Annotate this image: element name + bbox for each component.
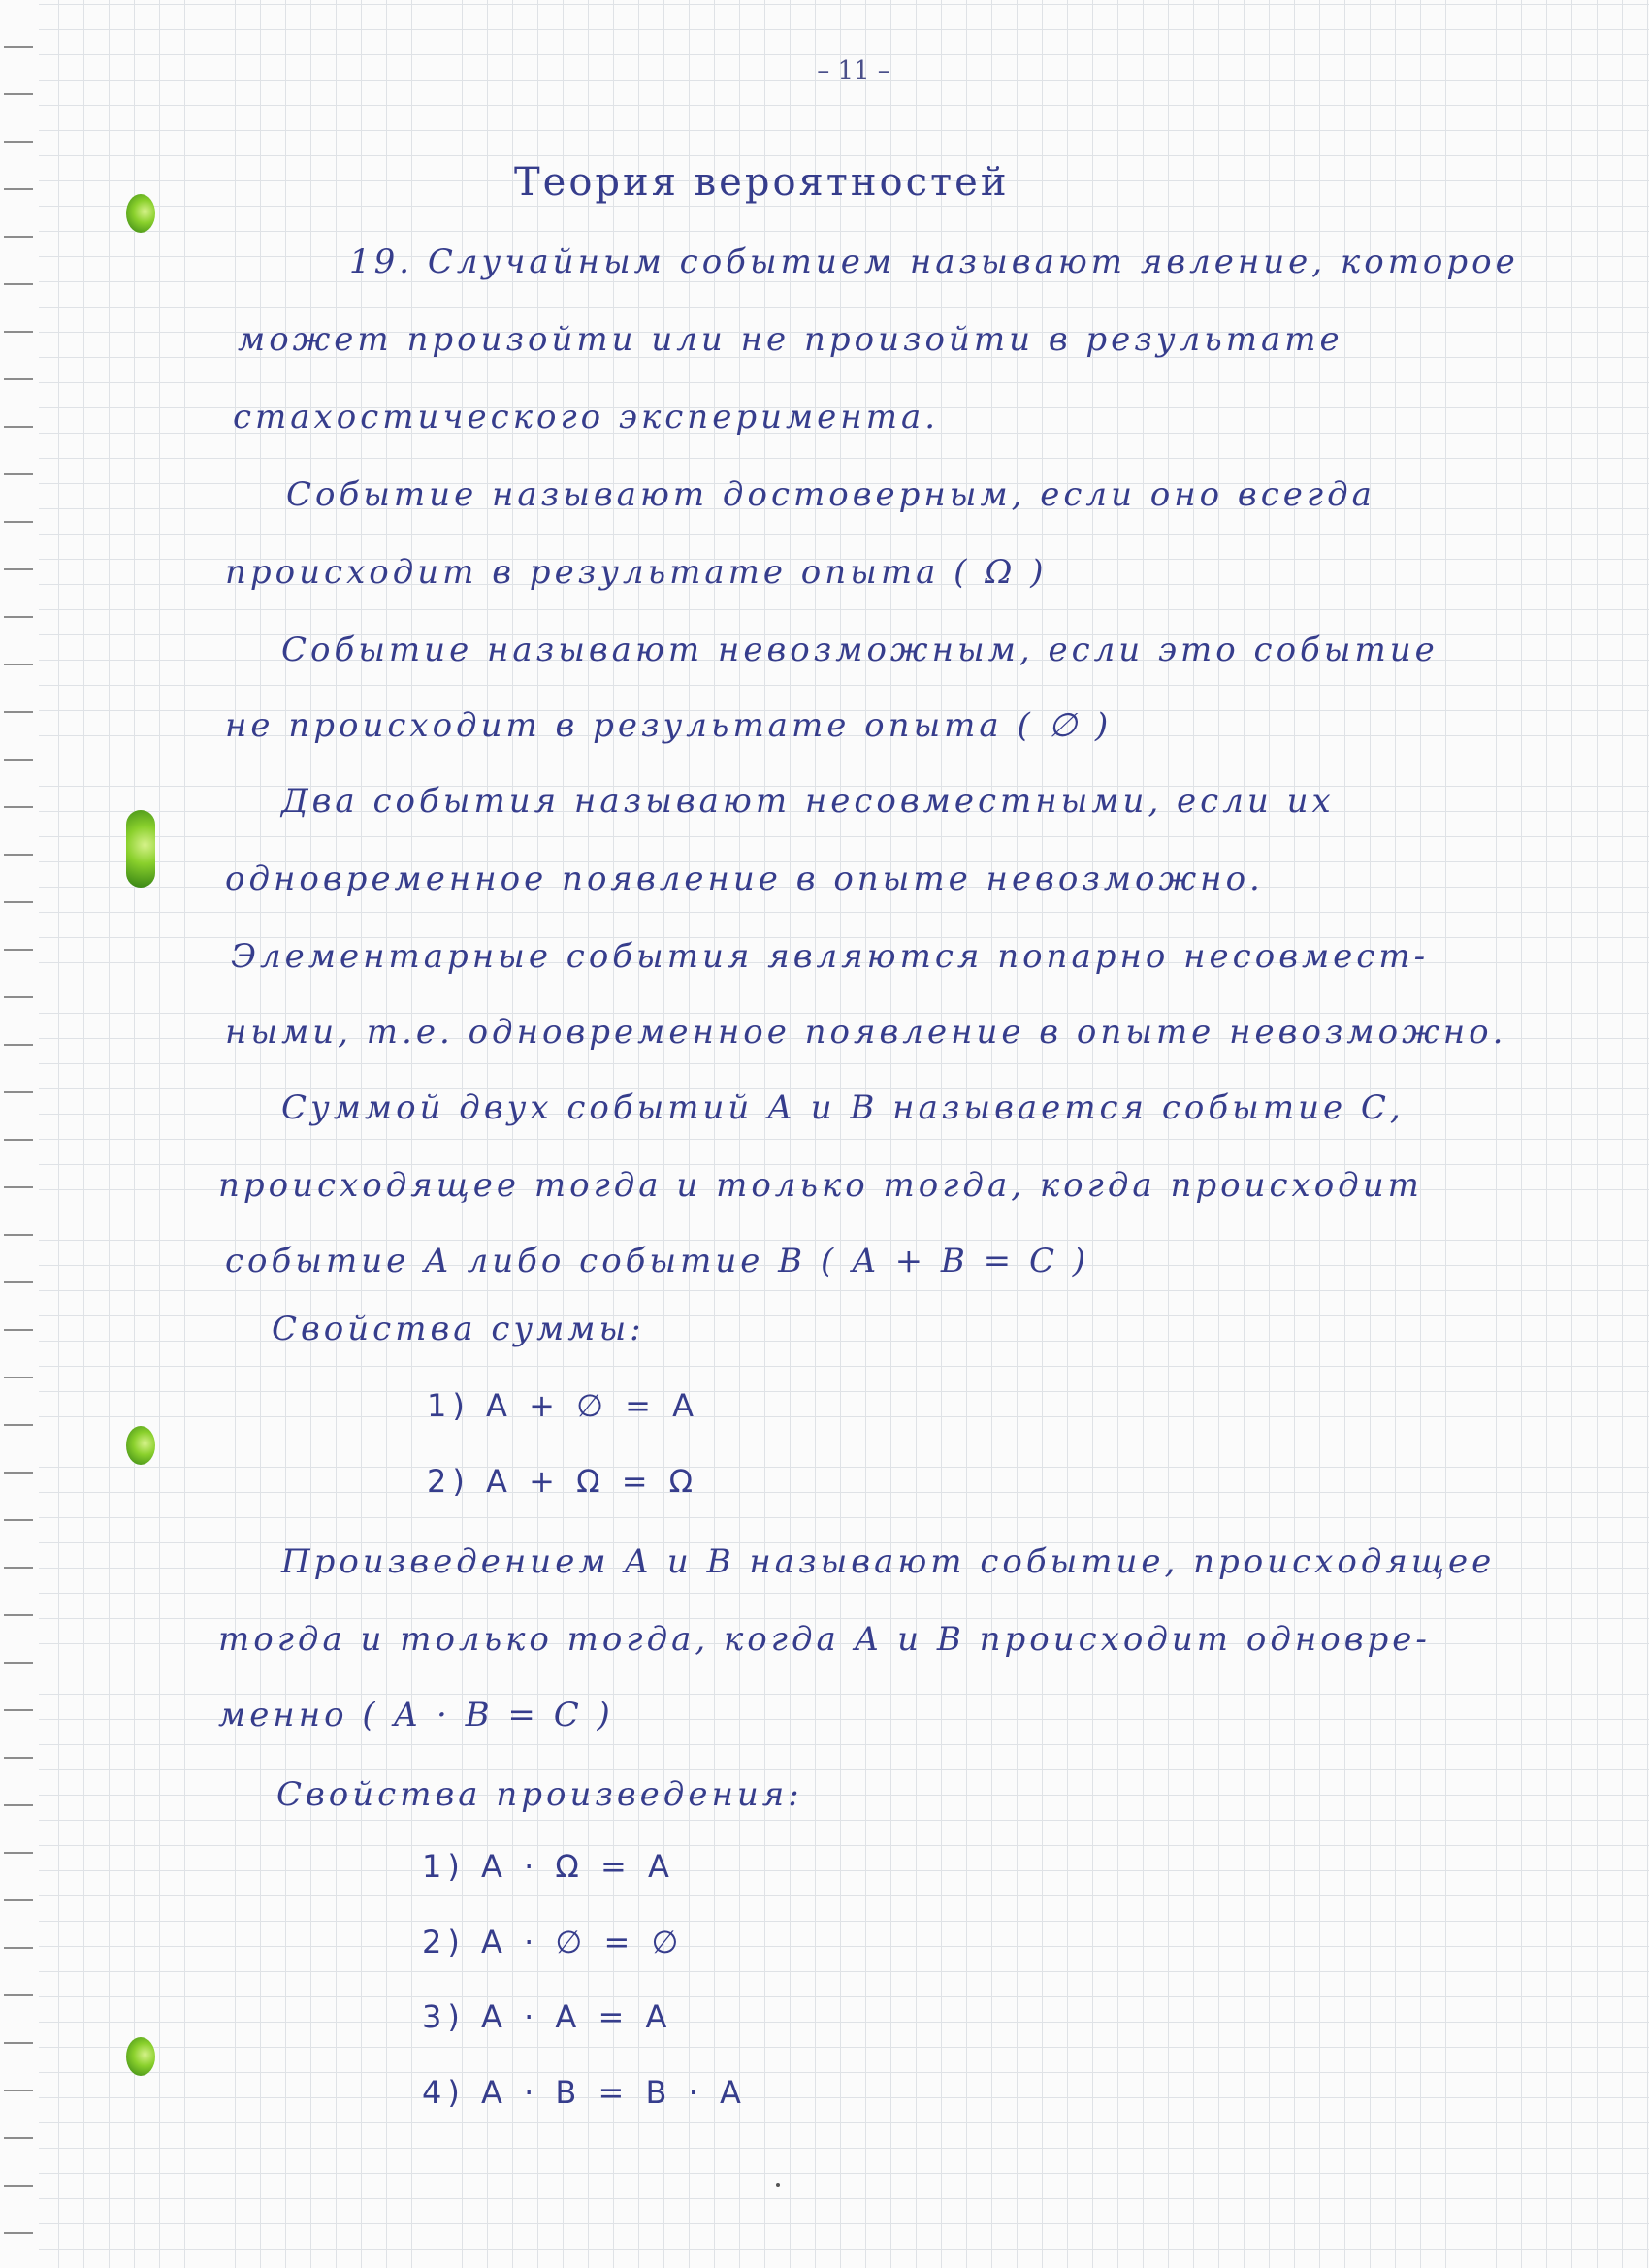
product-property: 4) А · В = В · А	[422, 2074, 747, 2111]
text-line: Два события называют несовместными, если их	[281, 782, 1335, 821]
text-line: стахостического эксперимента.	[233, 398, 940, 437]
text-line: Событие называют достоверным, если оно всегда	[286, 475, 1375, 514]
text-line: может произойти или не произойти в результате	[238, 320, 1343, 359]
binder-ring	[126, 810, 155, 888]
section-heading: Свойства суммы:	[272, 1310, 645, 1348]
binder-ring	[126, 194, 155, 233]
text-line: 19. Случайным событием называют явление, которое	[349, 243, 1519, 281]
text-line: Элементарные события являются попарно несовмест-	[231, 937, 1430, 976]
text-line: тогда и только тогда, когда А и В происходит одновре-	[218, 1620, 1431, 1659]
section-heading: Свойства произведения:	[276, 1775, 803, 1814]
text-line: не происходит в результате опыта ( ∅ )	[225, 706, 1113, 745]
text-line: происходящее тогда и только тогда, когда происходит	[218, 1166, 1423, 1205]
product-property: 3) А · А = А	[422, 1998, 673, 2035]
text-line: происходит в результате опыта ( Ω )	[225, 553, 1048, 592]
text-line: Событие называют невозможным, если это событие	[281, 631, 1439, 669]
text-line: ными, т.е. одновременное появление в опыте невозможно.	[225, 1013, 1507, 1052]
binder-ring	[126, 2037, 155, 2076]
text-line: Суммой двух событий А и В называется событие С,	[281, 1088, 1405, 1127]
page-title: Теория вероятностей	[514, 160, 1010, 205]
binder-ring	[126, 1426, 155, 1465]
text-line: менно ( А · В = С )	[218, 1696, 614, 1734]
sum-property: 1) А + ∅ = А	[427, 1387, 699, 1424]
ink-dot	[776, 2183, 780, 2187]
text-line: одновременное появление в опыте невозможно.	[225, 859, 1264, 898]
notebook-perforation	[0, 0, 39, 2268]
sum-property: 2) А + Ω = Ω	[427, 1463, 699, 1500]
page-number: – 11 –	[817, 56, 890, 85]
text-line: событие А либо событие В ( А + В = С )	[225, 1242, 1090, 1280]
product-property: 2) А · ∅ = ∅	[422, 1924, 685, 1960]
product-property: 1) А · Ω = А	[422, 1848, 675, 1885]
text-line: Произведением А и В называют событие, происходящее	[281, 1542, 1496, 1581]
